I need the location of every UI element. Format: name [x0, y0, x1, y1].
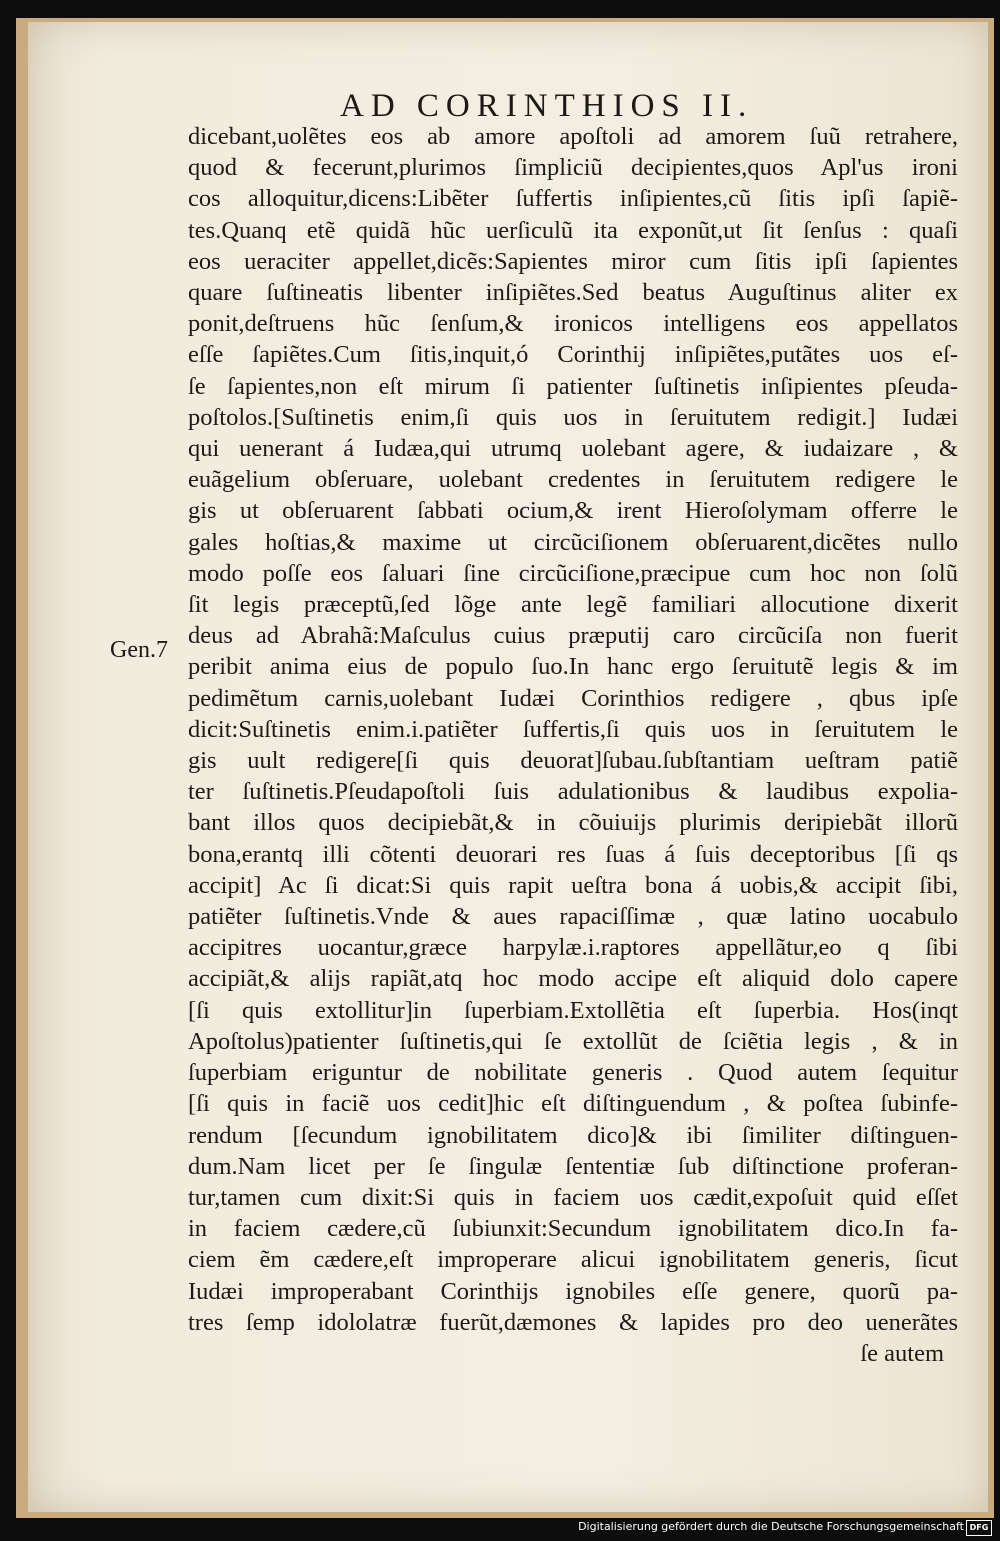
- text-line: eos ueraciter appellet,dicẽs:Sapientes miror cum ſitis ipſi ſapientes: [188, 247, 958, 275]
- marginal-note: Gen.7: [110, 637, 168, 663]
- text-line: accipit] Ac ſi dicat:Si quis rapit ueſtra bona á uobis,& accipit ſibi,: [188, 871, 958, 899]
- text-line: in faciem cædere,cũ ſubiunxit:Secundum ignobilitatem dico.In fa-: [188, 1215, 958, 1243]
- text-line: poſtolos.[Suſtinetis enim,ſi quis uos in ſeruitutem redigit.] Iudæi: [188, 403, 958, 431]
- text-line: ſit legis præceptũ,ſed lõge ante legẽ familiari allocutione dixerit: [188, 591, 958, 619]
- digitization-credit: Digitalisierung gefördert durch die Deutsche Forschungsgemeinschaft: [578, 1520, 964, 1533]
- text-line: euãgelium obſeruare, uolebant credentes in ſeruitutem redigere le: [188, 466, 958, 494]
- text-line: pedimẽtum carnis,uolebant Iudæi Corinthios redigere , qbus ipſe: [188, 684, 958, 712]
- text-line: dicit:Suſtinetis enim.i.patiẽter ſuffertis,ſi quis uos in ſeruitutem le: [188, 715, 958, 743]
- text-line: bona,erantq illi cõtenti deuorari res ſuas á ſuis deceptoribus [ſi qs: [188, 840, 958, 868]
- text-line: peribit anima eius de populo ſuo.In hanc ergo ſeruitutẽ legis & im: [188, 653, 958, 681]
- body-text: [188, 121, 958, 1369]
- text-line: gis uult redigere[ſi quis deuorat]ſubau.ſubſtantiam ueſtram patiẽ: [188, 747, 958, 775]
- text-line: tur,tamen cum dixit:Si quis in faciem uos cædit,expoſuit quid eſſet: [188, 1183, 958, 1211]
- text-line: [ſi quis in faciẽ uos cedit]hic eſt diſtinguendum , & poſtea ſubinfe-: [188, 1090, 958, 1118]
- text-line: rendum [ſecundum ignobilitatem dico]& ibi ſimiliter diſtinguen-: [188, 1121, 958, 1149]
- text-line: gales hoſtias,& maxime ut circũciſionem obſeruarent,dicẽtes nullo: [188, 528, 958, 556]
- text-line: [ſi quis extollitur]in ſuperbiam.Extollẽtia eſt ſuperbia. Hos(inqt: [188, 996, 958, 1024]
- text-line: accipiãt,& alijs rapiãt,atq hoc modo accipe eſt aliquid dolo capere: [188, 965, 958, 993]
- text-line: cos alloquitur,dicens:Libẽter ſuffertis inſipientes,cũ ſitis ipſi ſapiẽ-: [188, 185, 958, 213]
- text-line: patiẽter ſuſtinetis.Vnde & aues rapaciſſimæ , quæ latino uocabulo: [188, 903, 958, 931]
- text-line: ſuperbiam eriguntur de nobilitate generis . Quod autem ſequitur: [188, 1059, 958, 1087]
- text-line: Apoſtolus)patienter ſuſtinetis,qui ſe extollũt de ſciẽtia legis , & in: [188, 1027, 958, 1055]
- text-line: ſe ſapientes,non eſt mirum ſi patienter ſuſtinetis inſipientes pſeuda-: [188, 372, 958, 400]
- catchword: ſe autem: [860, 1339, 944, 1367]
- dfg-logo: DFG: [966, 1520, 992, 1536]
- text-line: accipitres uocantur,græce harpylæ.i.raptores appellãtur,eo q ſibi: [188, 934, 958, 962]
- text-line: tes.Quanq etẽ quidã hũc uerſiculũ ita exponũt,ut ſit ſenſus : quaſi: [188, 216, 958, 244]
- running-head: AD CORINTHIOS II.: [340, 88, 754, 124]
- text-line: modo poſſe eos ſaluari ſine circũciſione,præcipue cum hoc non ſolũ: [188, 559, 958, 587]
- text-line: qui uenerant á Iudæa,qui utrumq uolebant agere, & iudaizare , &: [188, 435, 958, 463]
- text-line: deus ad Abrahã:Maſculus cuius præputij caro circũciſa non fuerit: [188, 622, 958, 650]
- text-line: dicebant,uolẽtes eos ab amore apoſtoli ad amorem ſuũ retrahere,: [188, 123, 958, 150]
- text-line: quod & fecerunt,plurimos ſimpliciũ decipientes,quos Apl'us ironi: [188, 154, 958, 182]
- text-line: quare ſuſtineatis libenter inſipiẽtes.Sed beatus Auguſtinus aliter ex: [188, 279, 958, 307]
- text-line: ponit,deſtruens hũc ſenſum,& ironicos intelligens eos appellatos: [188, 310, 958, 338]
- text-line: ter ſuſtinetis.Pſeudapoſtoli ſuis adulationibus & laudibus expolia-: [188, 778, 958, 806]
- text-line: eſſe ſapiẽtes.Cum ſitis,inquit,ó Corinthij inſipiẽtes,putãtes uos eſ-: [188, 341, 958, 369]
- text-line: dum.Nam licet per ſe ſingulæ ſententiæ ſub diſtinctione proferan-: [188, 1152, 958, 1180]
- text-line: ciem ẽm cædere,eſt improperare alicui ignobilitatem generis, ſicut: [188, 1246, 958, 1274]
- text-line: bant illos quos decipiebãt,& in cõuiuijs plurimis deripiebãt illorũ: [188, 809, 958, 837]
- text-line: tres ſemp idololatræ fuerũt,dæmones & lapides pro deo uenerãtes: [188, 1308, 958, 1336]
- text-line: Iudæi improperabant Corinthijs ignobiles eſſe genere, quorũ pa-: [188, 1277, 958, 1305]
- text-line: gis ut obſeruarent ſabbati ocium,& irent Hieroſolymam offerre le: [188, 497, 958, 525]
